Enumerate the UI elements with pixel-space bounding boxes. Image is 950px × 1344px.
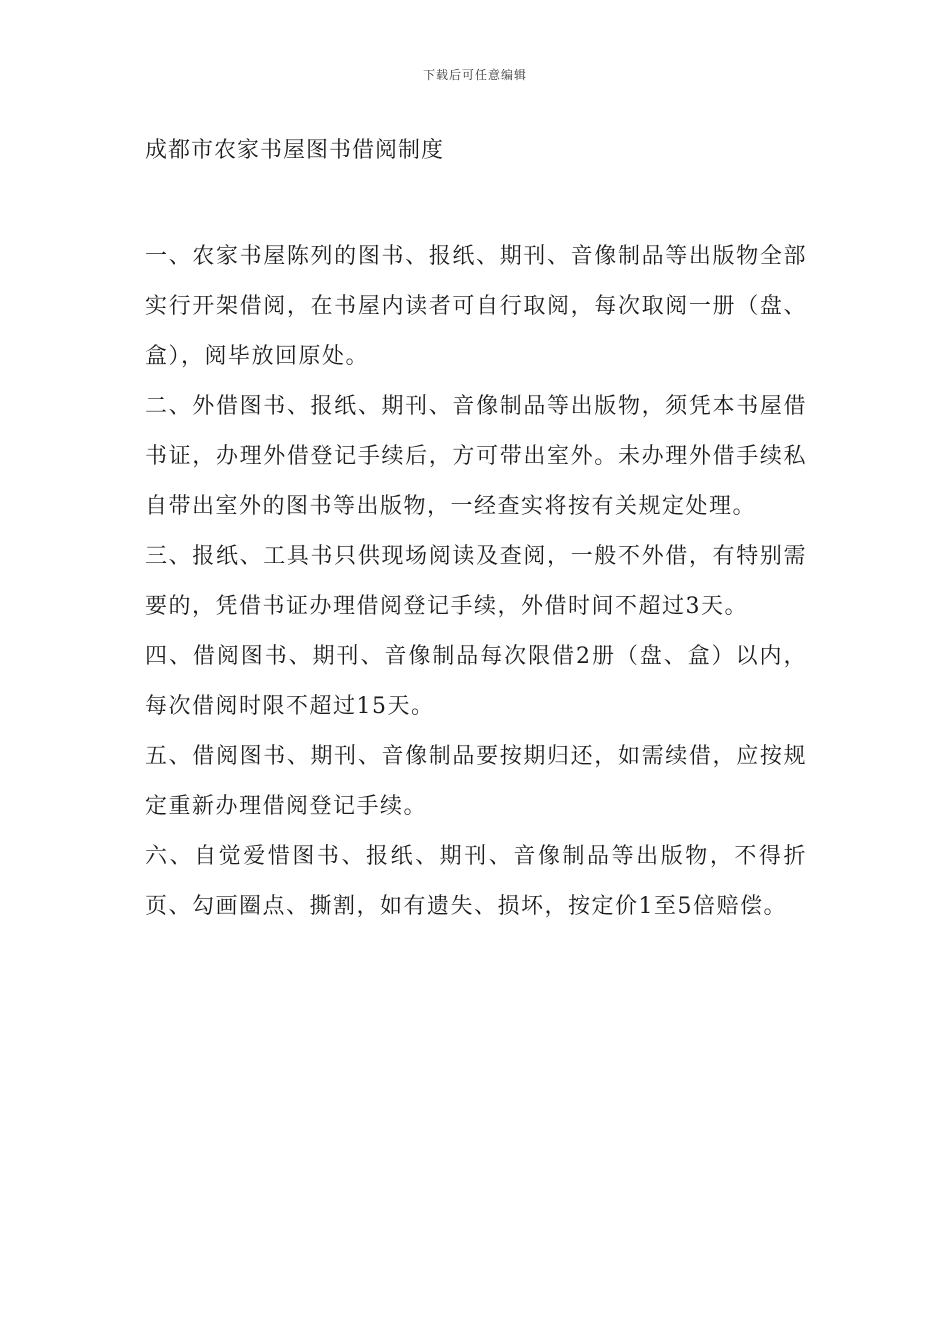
- rule-paragraph-3: 三、报纸、工具书只供现场阅读及查阅，一般不外借，有特别需要的，凭借书证办理借阅登记手续，外借时间不超过3天。: [145, 544, 807, 619]
- rule-paragraph-4: 四、借阅图书、期刊、音像制品每次限借2册（盘、盒）以内，每次借阅时限不超过15天。: [145, 644, 807, 719]
- document-title: 成都市农家书屋图书借阅制度: [145, 138, 445, 163]
- rule-paragraph-1: 一、农家书屋陈列的图书、报纸、期刊、音像制品等出版物全部实行开架借阅，在书屋内读者可自行取阅，每次取阅一册（盘、盒），阅毕放回原处。: [145, 244, 807, 369]
- rule-paragraph-5: 五、借阅图书、期刊、音像制品要按期归还，如需续借，应按规定重新办理借阅登记手续。: [145, 744, 807, 819]
- rule-paragraph-2: 二、外借图书、报纸、期刊、音像制品等出版物，须凭本书屋借书证，办理外借登记手续后，方可带出室外。未办理外借手续私自带出室外的图书等出版物，一经查实将按有关规定处理。: [145, 394, 807, 519]
- document-body: [145, 232, 807, 932]
- header-note: 下载后可任意编辑: [422, 68, 527, 82]
- rule-paragraph-6: 六、自觉爱惜图书、报纸、期刊、音像制品等出版物，不得折页、勾画圈点、撕割，如有遗失、损坏，按定价1至5倍赔偿。: [145, 844, 807, 919]
